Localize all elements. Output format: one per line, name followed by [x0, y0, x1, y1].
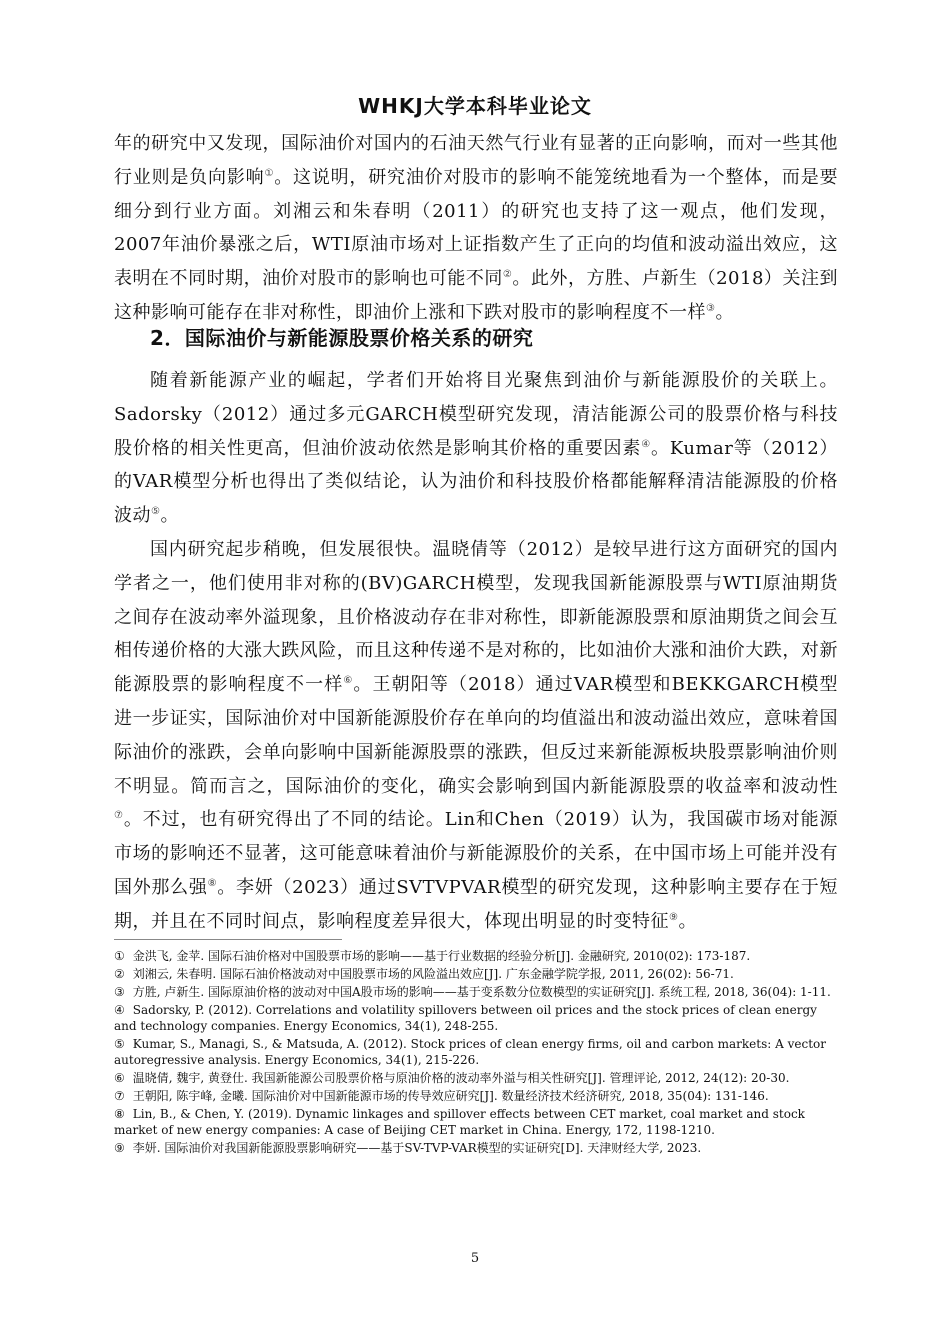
footnote-text: 王朝阳, 陈宇峰, 金曦. 国际油价对中国新能源市场的传导效应研究[J]. 数量经济技术经济研究, 2018, 35(04): 131-146.: [132, 1089, 769, 1103]
footnote-ref[interactable]: ⑧: [207, 877, 218, 889]
footnote-ref[interactable]: ①: [264, 167, 275, 179]
body-paragraph-continued: [114, 127, 838, 330]
text-run: 。李妍（2023）通过SVTVPVAR模型的研究发现，这种影响主要存在于短期，并且在不同时间点，影响程度差异很大，体现出明显的时变特征: [114, 876, 838, 932]
paragraph-text: [114, 127, 838, 330]
footnote-ref[interactable]: ③: [706, 302, 716, 314]
footnote-mark: ⑤: [114, 1037, 125, 1051]
text-run: 。此外，方胜、卢新生（2018）关注到这种影响可能存在非对称性，即油价上涨和下跌对股市的影响程度不一样: [114, 268, 838, 323]
text-run: 。Kumar等（2012）的VAR模型分析也得出了类似结论，认为油价和科技股价格都能解释清洁能源股的价格波动: [114, 437, 838, 527]
page-header: WHKJ大学本科毕业论文: [358, 94, 592, 118]
footnote-text: 李妍. 国际油价对我国新能源股票影响研究——基于SV-TVP-VAR模型的实证研究[D]. 天津财经大学, 2023.: [132, 1141, 702, 1155]
body-paragraphs: [114, 364, 838, 939]
footnote-ref[interactable]: ②: [502, 269, 513, 281]
footnote: [114, 1036, 838, 1068]
footnote: [114, 1140, 838, 1156]
footnote-ref[interactable]: ⑨: [669, 911, 679, 923]
footnote-mark: ⑧: [114, 1107, 125, 1121]
footnote-text: Kumar, S., Managi, S., & Matsuda, A. (2012). Stock prices of clean energy firms, oil and carbon markets: A vector autoregressive analysis. Energy Economics, 34(1), 215-226.: [114, 1037, 826, 1067]
text-run: 。不过，也有研究得出了不同的结论。Lin和Chen（2019）认为，我国碳市场对能源市场的影响还不显著，这可能意味着油价与新能源股价的关系，在中国市场上可能并没有国外那么强: [114, 809, 838, 898]
footnote: [114, 948, 838, 964]
page-number: 5: [470, 1251, 480, 1266]
footnote-mark: ④: [114, 1003, 125, 1017]
footnote: [114, 1106, 838, 1138]
footnote-mark: ⑥: [114, 1071, 125, 1085]
footnote: [114, 1070, 838, 1086]
footnote-mark: ①: [114, 949, 125, 963]
body-paragraph: [114, 533, 838, 939]
footnote-text: Sadorsky, P. (2012). Correlations and volatility spillovers between oil prices and the stock prices of clean energy and technology companies. Energy Economics, 34(1), 248-255.: [114, 1003, 817, 1033]
footnote-divider: [114, 939, 342, 940]
text-run: 国内研究起步稍晚，但发展很快。温晓倩等（2012）是较早进行这方面研究的国内学者之一，他们使用非对称的(BV)GARCH模型，发现我国新能源股票与WTI原油期货之间存在波动率外溢现象，且价格波动存在非对称性，即新能源股票和原油期货之间会互相传递价格的大涨大跌风险，而且这种传递不是对称的，比如油价大涨和油价大跌，对新能源股票的影响程度不一样: [114, 538, 838, 696]
text-run: 。: [678, 910, 697, 932]
footnote-text: Lin, B., & Chen, Y. (2019). Dynamic linkages and spillover effects between CET market, coal market and stock market of new energy companies: A case of Beijing CET market in China. Energy, 172, 1198-1210.: [114, 1107, 805, 1137]
footnote-text: 方胜, 卢新生. 国际原油价格的波动对中国A股市场的影响——基于变系数分位数模型的实证研究[J]. 系统工程, 2018, 36(04): 1-11.: [132, 985, 831, 999]
footnote-ref[interactable]: ⑥: [343, 675, 354, 687]
footnote-ref[interactable]: ⑤: [151, 506, 161, 518]
footnote-text: 温晓倩, 魏宇, 黄登仕. 我国新能源公司股票价格与原油价格的波动率外溢与相关性研究[J]. 管理评论, 2012, 24(12): 20-30.: [132, 1071, 790, 1085]
footnotes: [114, 948, 838, 1158]
footnote-mark: ⑨: [114, 1141, 125, 1155]
footnote: [114, 966, 838, 982]
footnote: [114, 1002, 838, 1034]
text-run: 随着新能源产业的崛起，学者们开始将目光聚焦到油价与新能源股价的关联上。Sadorsky（2012）通过多元GARCH模型研究发现，清洁能源公司的股票价格与科技股价格的相关性更高，但油价波动依然是影响其价格的重要因素: [114, 370, 838, 459]
footnote-text: 金洪飞, 金苹. 国际石油价格对中国股票市场的影响——基于行业数据的经验分析[J]. 金融研究, 2010(02): 173-187.: [132, 949, 751, 963]
body-paragraph: [114, 364, 838, 533]
footnote-text: 刘湘云, 朱春明. 国际石油价格波动对中国股票市场的风险溢出效应[J]. 广东金融学院学报, 2011, 26(02): 56-71.: [132, 967, 734, 981]
footnote-mark: ③: [114, 985, 125, 999]
footnote-ref[interactable]: ⑦: [114, 810, 124, 822]
footnote-mark: ⑦: [114, 1089, 125, 1103]
section-heading: 2．国际油价与新能源股票价格关系的研究: [150, 326, 534, 350]
text-run: 。: [160, 505, 179, 527]
footnote-ref[interactable]: ④: [641, 438, 651, 450]
text-run: 。这说明，研究油价对股市的影响不能笼统地看为一个整体，而是要细分到行业方面。刘湘云和朱春明（2011）的研究也支持了这一观点，他们发现，2007年油价暴涨之后，WTI原油市场对上证指数产生了正向的均值和波动溢出效应，这表明在不同时期，油价对股市的影响也可能不同: [114, 166, 839, 290]
text-run: 。王朝阳等（2018）通过VAR模型和BEKKGARCH模型进一步证实，国际油价对中国新能源股价存在单向的均值溢出和波动溢出效应，意味着国际油价的涨跌，会单向影响中国新能源股票的涨跌，但反过来新能源板块股票影响油价则不明显。简而言之，国际油价的变化，确实会影响到国内新能源股票的收益率和波动性: [114, 674, 838, 797]
text-run: 年的研究中又发现，国际油价对国内的石油天然气行业有显著的正向影响，而对一些其他行业则是负向影响: [114, 133, 838, 188]
text-run: 。: [715, 301, 734, 323]
footnote-mark: ②: [114, 967, 125, 981]
footnote: [114, 984, 838, 1000]
footnote: [114, 1088, 838, 1104]
